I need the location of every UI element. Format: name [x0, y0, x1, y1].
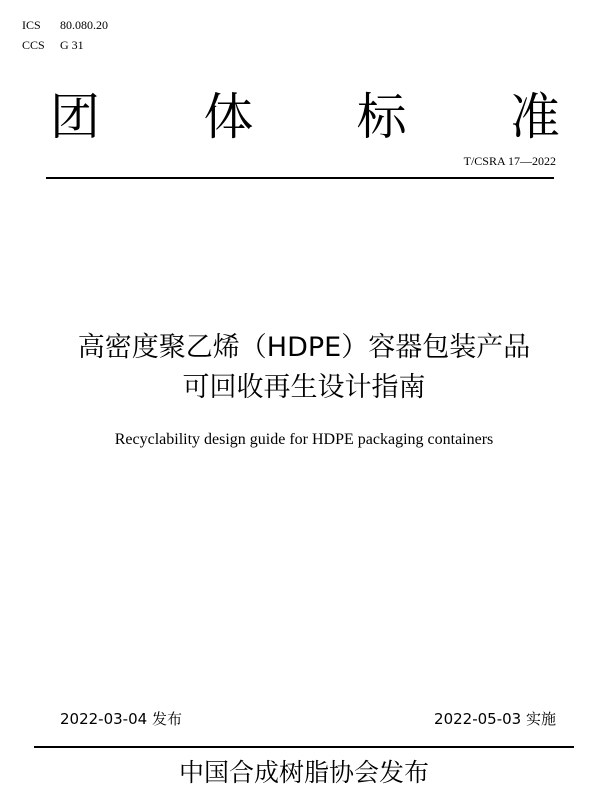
standard-type-heading: [50, 82, 560, 152]
document-title-cn: [20, 328, 588, 408]
ics-label: ICS: [22, 18, 41, 32]
document-title-en: Recyclability design guide for HDPE packaging containers: [114, 431, 494, 448]
standard-type-char-1: 团: [50, 88, 100, 146]
ics-classification: [22, 18, 108, 32]
implementation-date: 2022-05-03 实施: [434, 710, 556, 728]
standard-type-char-2: 体: [203, 88, 254, 146]
ccs-label: CCS: [22, 38, 45, 52]
ics-value: 80.080.20: [60, 18, 108, 32]
ccs-classification: [22, 38, 84, 52]
title-cn-line-1: 高密度聚乙烯（HDPE）容器包装产品: [77, 332, 531, 363]
top-divider: [46, 177, 554, 179]
standard-type-char-4: 准: [509, 88, 560, 146]
standard-number: T/CSRA 17—2022: [463, 154, 556, 168]
standard-type-char-3: 标: [356, 88, 407, 146]
title-cn-line-2: 可回收再生设计指南: [182, 372, 426, 403]
bottom-divider: [34, 746, 574, 748]
issue-date: 2022-03-04 发布: [60, 710, 182, 728]
ccs-value: G 31: [60, 38, 84, 52]
publisher: 中国合成树脂协会发布: [178, 758, 429, 787]
